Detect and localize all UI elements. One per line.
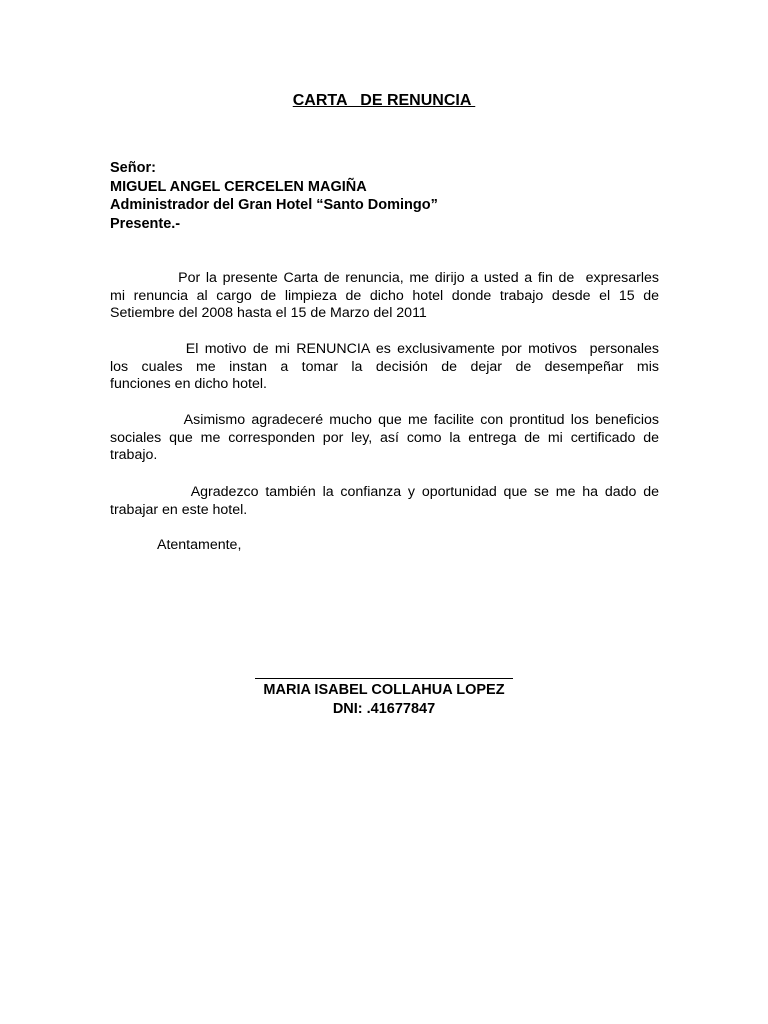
paragraph-line: Por la presente Carta de renuncia, me dirijo a usted a fin de expresarles: [110, 270, 659, 286]
paragraph-line: Setiembre del 2008 hasta el 15 de Marzo del 2011: [110, 305, 427, 322]
paragraph-line: trabajo.: [110, 447, 158, 464]
recipient-block: [110, 159, 438, 233]
paragraph-line: El motivo de mi RENUNCIA es exclusivamente por motivos personales: [110, 341, 659, 357]
signer-name: MARIA ISABEL COLLAHUA LOPEZ: [263, 682, 505, 698]
paragraph-line: sociales que me corresponden por ley, así como la entrega de mi certificado de: [110, 429, 659, 446]
presente-label: Presente.-: [110, 215, 181, 232]
paragraph-line: trabajar en este hotel.: [110, 501, 248, 518]
paragraph-line: los cuales me instan a tomar la decisión de dejar de desempeñar mis: [110, 358, 659, 375]
paragraph-line: mi renuncia al cargo de limpieza de dicho hotel donde trabajo desde el 15 de: [110, 287, 659, 304]
paragraph-line: Asimismo agradeceré mucho que me facilite con prontitud los beneficios: [110, 412, 659, 428]
paragraph-thanks: [110, 484, 659, 519]
letter-title: CARTA DE RENUNCIA: [292, 92, 476, 109]
paragraph-line: Agradezco también la confianza y oportunidad que se me ha dado de: [110, 484, 659, 500]
salutation: Señor:: [110, 160, 156, 176]
signer-dni: DNI: .41677847: [332, 701, 436, 717]
closing-text: Atentamente,: [157, 537, 242, 553]
recipient-position: Administrador del Gran Hotel “Santo Domingo”: [110, 197, 438, 213]
signature-line: [255, 678, 513, 679]
paragraph-intro: [110, 270, 659, 323]
recipient-name: MIGUEL ANGEL CERCELEN MAGIÑA: [110, 178, 367, 195]
paragraph-line: funciones en dicho hotel.: [110, 376, 267, 393]
signature-block: [0, 660, 768, 719]
paragraph-reason: [110, 341, 659, 394]
paragraph-benefits: [110, 412, 659, 465]
